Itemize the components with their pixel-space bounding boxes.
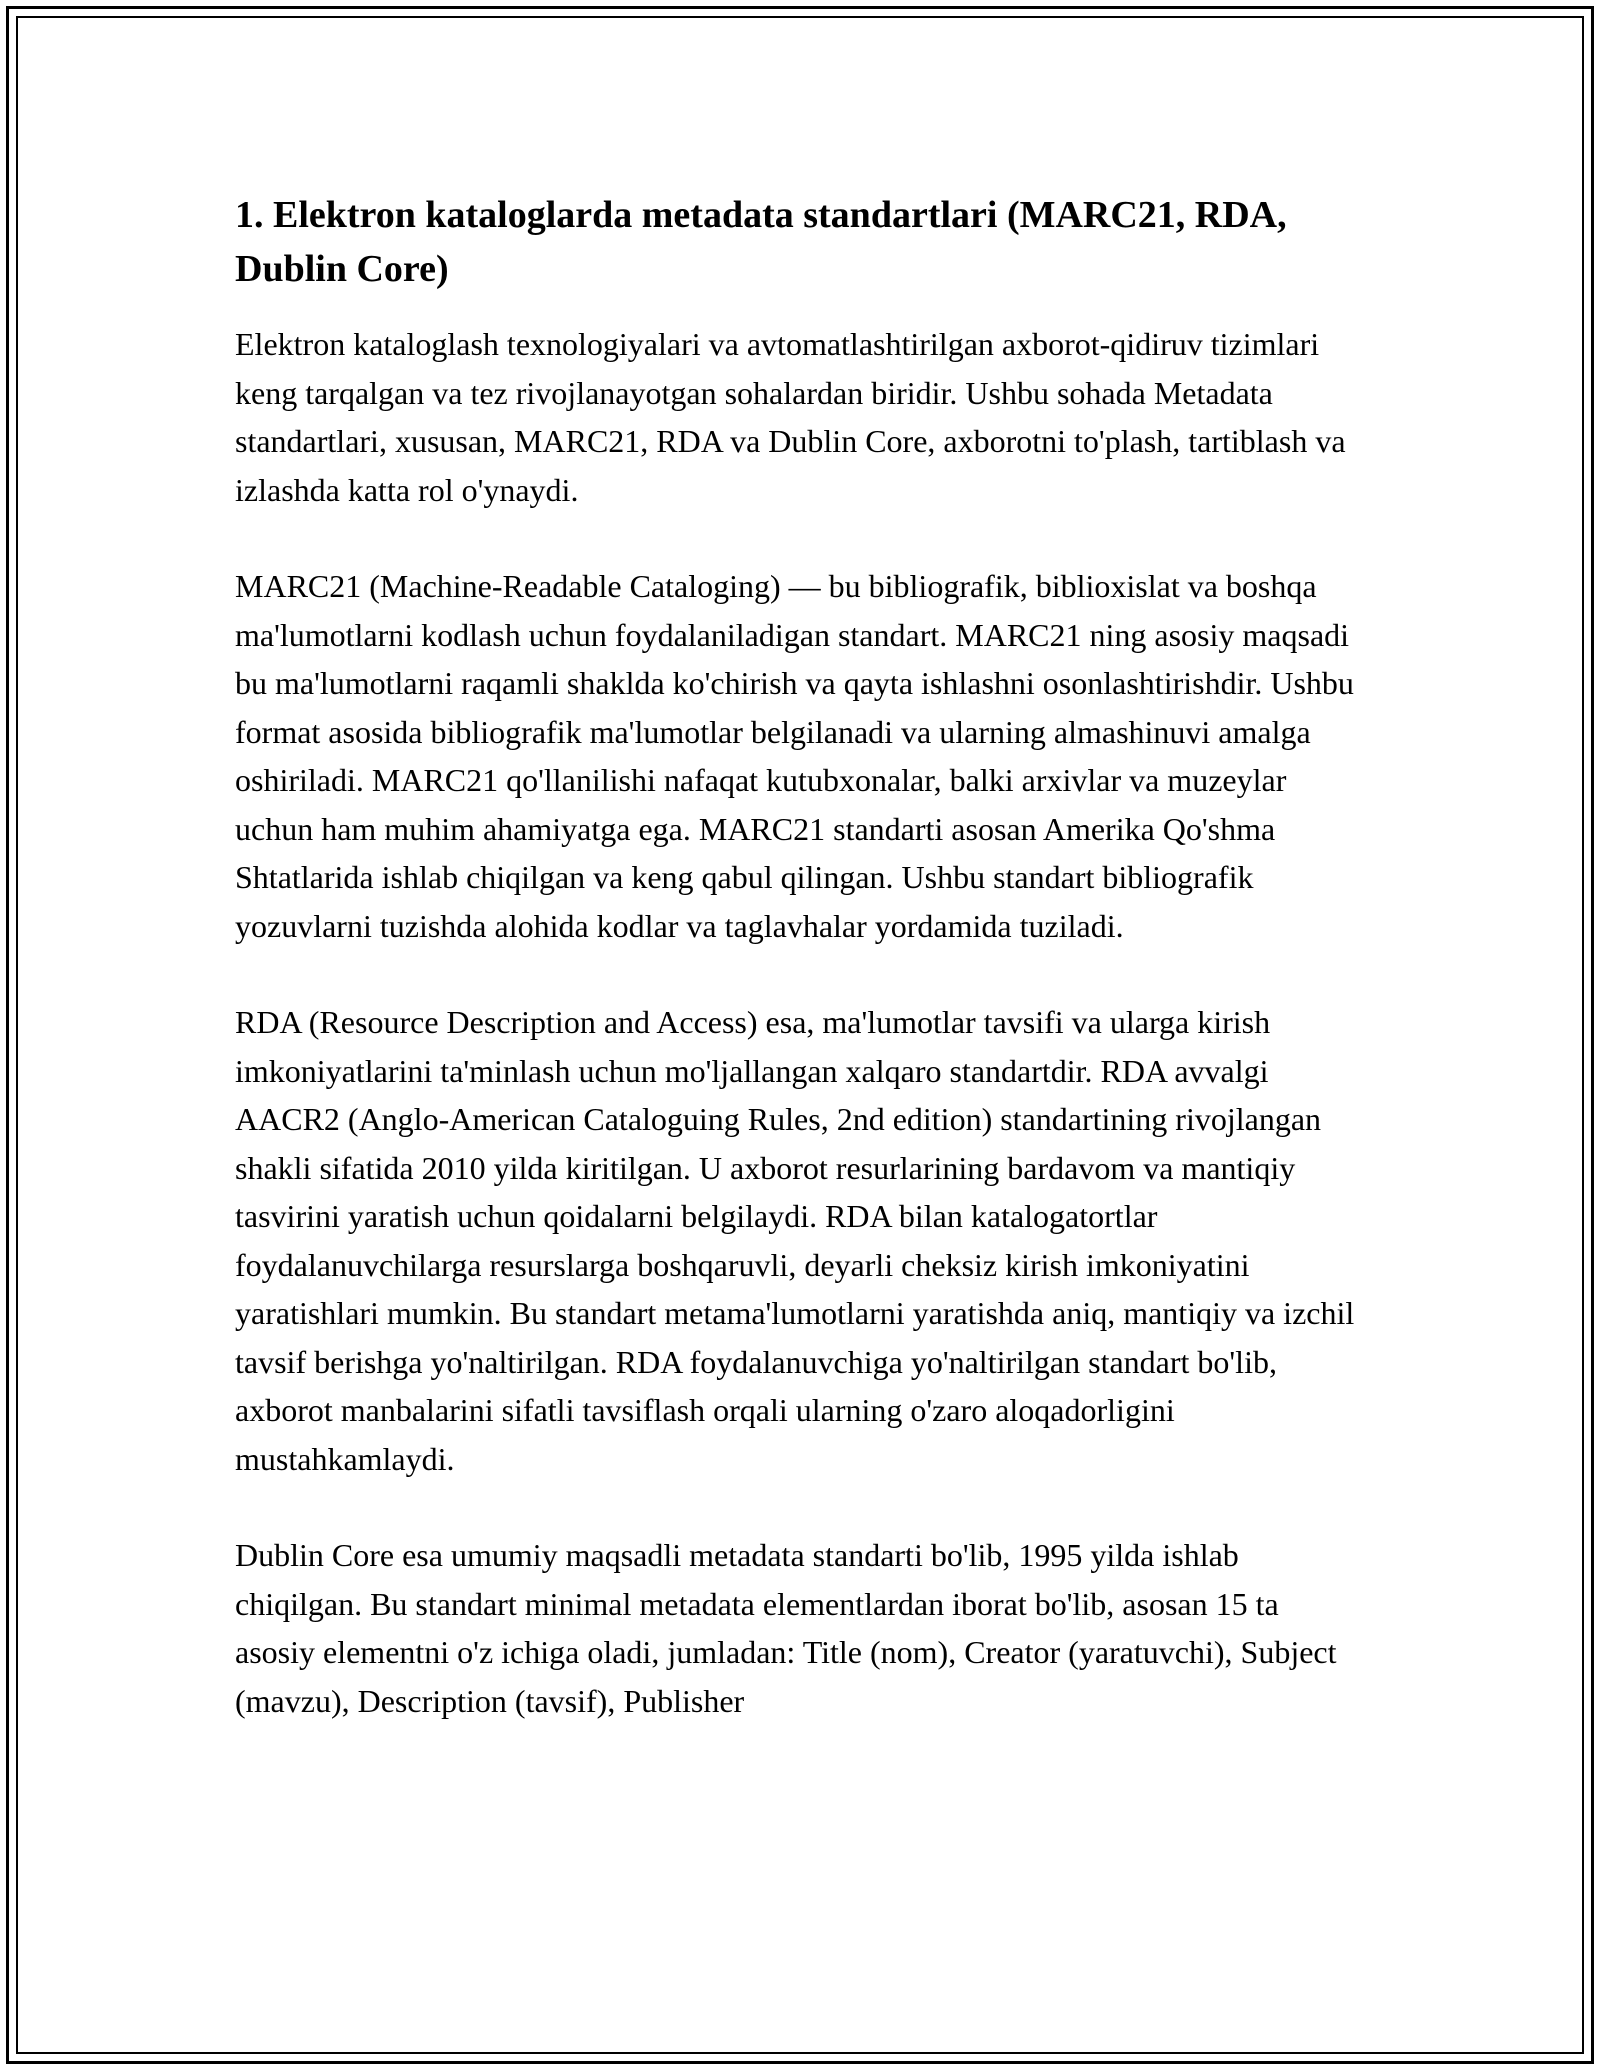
document-body — [235, 180, 1365, 1773]
paragraph-dublin-core: Dublin Core esa umumiy maqsadli metadata standarti bo'lib, 1995 yilda ishlab chiqilgan. Bu standart minimal metadata elementlardan iborat bo'lib, asosan 15 ta asosiy elementni o'z ichiga oladi, jumladan: Title (nom), Creator (yaratuvchi), Subject (mavzu), Description (tavsif), Publisher — [235, 1537, 1337, 1719]
paragraph-intro: Elektron kataloglash texnologiyalari va avtomatlashtirilgan axborot-qidiruv tizimlari keng tarqalgan va tez rivojlanayotgan sohalardan biridir. Ushbu sohada Metadata standartlari, xususan, MARC21, RDA va Dublin Core, axborotni to'plash, tartiblash va izlashda katta rol o'ynaydi. — [235, 326, 1346, 508]
paragraph-rda: RDA (Resource Description and Access) esa, ma'lumotlar tavsifi va ularga kirish imkoniyatlarini ta'minlash uchun mo'ljallangan xalqaro standartdir. RDA avvalgi AACR2 (Anglo-American Cataloguing Rules, 2nd edition) standartining rivojlangan shakli sifatida 2010 yilda kiritilgan. U axborot resurlarining bardavom va mantiqiy tasvirini yaratish uchun qoidalarni belgilaydi. RDA bilan katalogatortlar foydalanuvchilarga resurslarga boshqaruvli, deyarli cheksiz kirish imkoniyatini yaratishlari mumkin. Bu standart metama'lumotlarni yaratishda aniq, mantiqiy va izchil tavsif berishga yo'naltirilgan. RDA foydalanuvchiga yo'naltirilgan standart bo'lib, axborot manbalarini sifatli tavsiflash orqali ularning o'zaro aloqadorligini mustahkamlaydi. — [235, 1004, 1355, 1477]
section-heading: 1. Elektron kataloglarda metadata standartlari (MARC21, RDA, Dublin Core) — [235, 194, 1287, 290]
paragraph-marc21: MARC21 (Machine-Readable Cataloging) — bu bibliografik, biblioxislat va boshqa ma'lumotlarni kodlash uchun foydalaniladigan standart. MARC21 ning asosiy maqsadi bu ma'lumotlarni raqamli shaklda ko'chirish va qayta ishlashni osonlashtirishdir. Ushbu format asosida bibliografik ma'lumotlar belgilanadi va ularning almashinuvi amalga oshiriladi. MARC21 qo'llanilishi nafaqat kutubxonalar, balki arxivlar va muzeylar uchun ham muhim ahamiyatga ega. MARC21 standarti asosan Amerika Qo'shma Shtatlarida ishlab chiqilgan va keng qabul qilingan. Ushbu standart bibliografik yozuvlarni tuzishda alohida kodlar va taglavhalar yordamida tuziladi. — [235, 568, 1354, 944]
